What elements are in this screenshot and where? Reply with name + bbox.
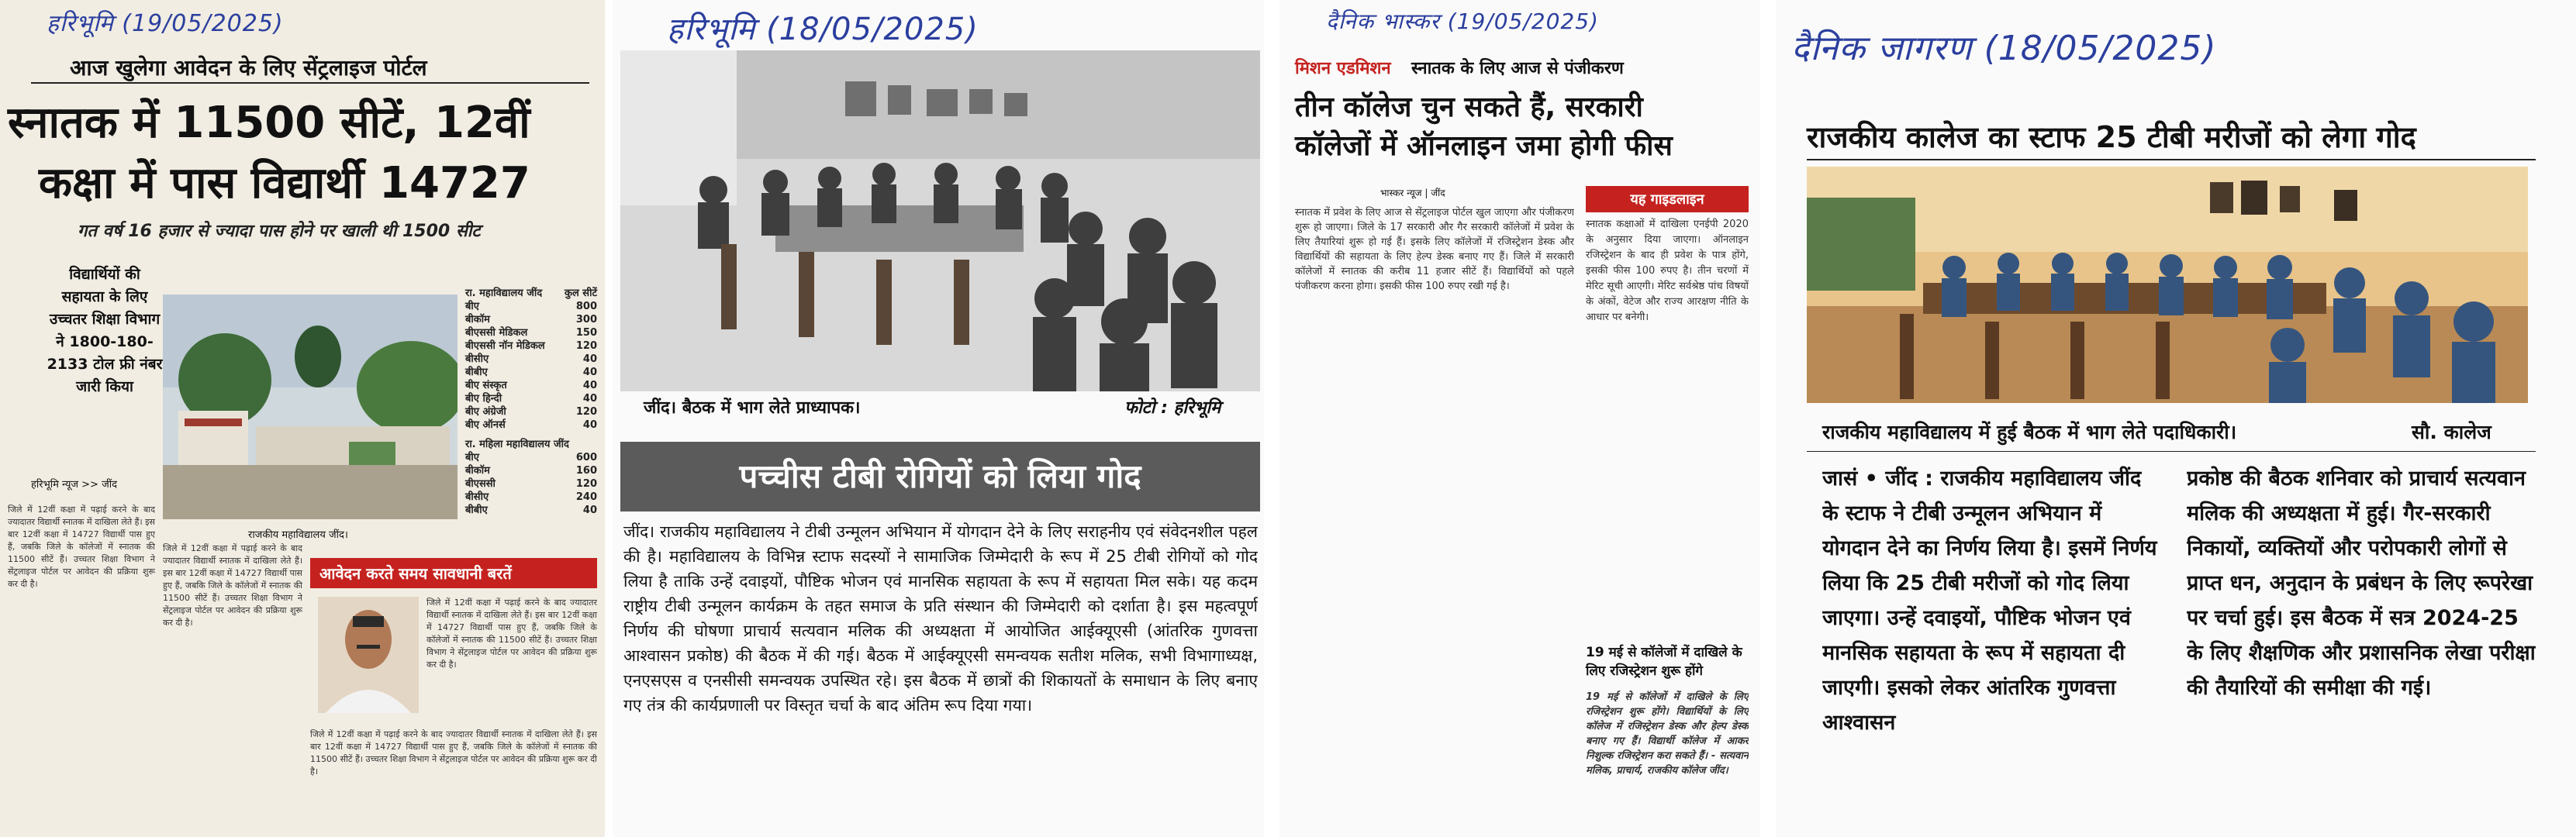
table-row: बीबीए 40 <box>465 367 597 378</box>
subhead: गत वर्ष 16 हजार से ज्यादा पास होने पर खाली थी 1500 सीट <box>78 222 481 241</box>
table-row: बीकॉम 160 <box>465 465 597 477</box>
article-body-mid: जिले में 12वीं कक्षा में पढ़ाई करने के बाद ज्यादातर विद्यार्थी स्नातक में दाखिला लेते हैं। इस बार 12वीं कक्षा में 14727 विद्यार्थी पास हुए हैं, जबकि जिले के कॉलेजों में स्नातक की 11500 सीटें हैं। उच्चतर शिक्षा विभाग ने सेंट्रलाइज पोर्टल पर आवेदन की प्रक्रिया शुरू कर दी है। <box>163 543 302 628</box>
divider <box>1807 451 2536 452</box>
table2-header: रा. महिला महाविद्यालय जींद <box>465 439 569 450</box>
headline-banner: पच्चीस टीबी रोगियों को लिया गोद <box>620 442 1260 512</box>
table-row: बीएससी 120 <box>465 478 597 490</box>
handwritten-source-tag: दैनिक जागरण (18/05/2025) <box>1791 29 2217 68</box>
photo-caption: राजकीय महाविद्यालय जींद। <box>248 529 348 541</box>
photo-credit: सौ. कालेज <box>2412 421 2491 443</box>
table-row: बीकॉम 300 <box>465 314 597 326</box>
handwritten-source-tag: दैनिक भास्कर (19/05/2025) <box>1326 9 1599 34</box>
table-row: बीबीए 40 <box>465 505 597 516</box>
headline-line-2: कक्षा में पास विद्यार्थी 14727 <box>39 158 530 208</box>
handwritten-source-tag: हरिभूमि (18/05/2025) <box>667 12 979 47</box>
headline-line-1: तीन कॉलेज चुन सकते हैं, सरकारी <box>1295 91 1643 123</box>
clipping-dainik-jagran-18-05 <box>1776 0 2576 837</box>
article-text-col1: राजकीय महाविद्यालय जींद के स्टाफ ने टीबी उन्मूलन अभियान में योगदान देने का निर्णय लिया है। इसमें निर्णय लिया कि 25 टीबी मरीजों को गोद लिया जाएगा। उन्हें दवाइयों, पौष्टिक भोजन एवं मानसिक सहायता के रूप में सहायता दी जाएगी। इसको लेकर आंतरिक गुणवत्ता आश्वासन <box>1822 467 2157 735</box>
caution-box-body: जिले में 12वीं कक्षा में पढ़ाई करने के बाद ज्यादातर विद्यार्थी स्नातक में दाखिला लेते हैं। इस बार 12वीं कक्षा में 14727 विद्यार्थी पास हुए हैं, जबकि जिले के कॉलेजों में स्नातक की 11500 सीटें हैं। उच्चतर शिक्षा विभाग ने सेंट्रलाइज पोर्टल पर आवेदन की प्रक्रिया शुरू कर दी है। <box>426 598 597 670</box>
divider <box>1807 159 2536 160</box>
table-row: बीएससी मेडिकल 150 <box>465 327 597 339</box>
headline-line-1: स्नातक में 11500 सीटें, 12वीं <box>8 98 530 148</box>
article-body-col1: स्नातक में प्रवेश के लिए आज से सेंट्रलाइज पोर्टल खुल जाएगा और पंजीकरण शुरू हो जाएगा। जिले के 17 सरकारी और गैर सरकारी कॉलेजों में प्रवेश के लिए तैयारियां शुरू हो गई हैं। इसके लिए कॉलेजों में रजिस्ट्रेशन डेस्क और विद्यार्थियों की सहायता के लिए हेल्प डेस्क बनाए गए हैं। जिले में सरकारी कॉलेजों में स्नातक की करीब 11 हजार सीटें हैं। विद्यार्थियों को पहले पंजीकरण करना होगा। इसकी फीस 100 रुपए रखी गई है। <box>1295 207 1574 292</box>
table-header: रा. महाविद्यालय जींद कुल सीटें <box>465 288 597 299</box>
principal-quote: 19 मई से कॉलेजों में दाखिले के लिए रजिस्ट्रेशन शुरू होंगे। विद्यार्थियों के लिए कॉलेज में रजिस्ट्रेशन डेस्क और हेल्प डेस्क बनाए गए हैं। विद्यार्थी कॉलेज में आकर निशुल्क रजिस्ट्रेशन करा सकते हैं। - सत्यवान मलिक, प्राचार्य, राजकीय कॉलेज जींद। <box>1586 691 1749 777</box>
table-row: बीसीए 40 <box>465 353 597 365</box>
clipping-haribhoomi-19-05 <box>0 0 605 837</box>
article-body: जींद। राजकीय महाविद्यालय ने टीबी उन्मूलन अभियान में योगदान देने के लिए सराहनीय एवं संवेदनशील पहल की है। महाविद्यालय के विभिन्न स्टाफ सदस्यों ने सामाजिक जिम्मेदारी के रूप में 25 टीबी रोगियों को गोद लिया है ताकि उन्हें दवाइयों, पौष्टिक भोजन एवं मानसिक सहायता के रूप में सहायता मिल सके। यह कदम राष्ट्रीय टीबी उन्मूलन कार्यक्रम के तहत समाज के प्रति संस्थान की जिम्मेदारी को दर्शाता है। इस महत्वपूर्ण निर्णय की घोषणा प्राचार्य सत्यवान मलिक की अध्यक्षता में आयोजित आईक्यूएसी (आंतरिक गुणवत्ता आश्वासन प्रकोष्ठ) की बैठक में की गई। बैठक में आईक्यूएसी समन्वयक सतीश मलिक, सभी विभागाध्यक्ष, एनएसएस व एनसीसी समन्वयक उपस्थित रहे। इस बैठक में छात्रों की शिकायतों के समाधान के लिए बनाए गए तंत्र की कार्यप्रणाली पर विस्तृत चर्चा के बाद अंतिम रूप दिया गया। <box>623 522 1258 715</box>
table-row: बीए संस्कृत 40 <box>465 380 597 391</box>
sidebar-helpline: विद्यार्थियों की सहायता के लिए उच्चतर शिक्षा विभाग ने 1800-180-2133 टोल फ्री नंबर जारी किया <box>47 266 163 395</box>
kicker: आज खुलेगा आवेदन के लिए सेंट्रलाइज पोर्टल <box>70 55 427 81</box>
article-body-right: जिले में 12वीं कक्षा में पढ़ाई करने के बाद ज्यादातर विद्यार्थी स्नातक में दाखिला लेते हैं। इस बार 12वीं कक्षा में 14727 विद्यार्थी पास हुए हैं, जबकि जिले के कॉलेजों में स्नातक की 11500 सीटें हैं। उच्चतर शिक्षा विभाग ने सेंट्रलाइज पोर्टल पर आवेदन की प्रक्रिया शुरू कर दी है। <box>310 729 597 777</box>
guideline-heading: यह गाइडलाइन <box>1586 186 1749 212</box>
guideline-body: स्नातक कक्षाओं में दाखिला एनईपी 2020 के अनुसार दिया जाएगा। ऑनलाइन रजिस्ट्रेशन के बाद ही प्रवेश के पात्र होंगे, इसकी फीस 100 रुपए है। तीन चरणों में मेरिट सूची आएगी। मेरिट सर्वश्रेष्ठ पांच विषयों के अंकों, वेटेज और राज्य आरक्षण नीति के आधार पर बनेगी। <box>1586 219 1749 323</box>
seats-table <box>465 287 597 517</box>
article-body-col2: प्रकोष्ठ की बैठक शनिवार को प्राचार्य सत्यवान मलिक की अध्यक्षता में हुई। गैर-सरकारी निकायों, व्यक्तियों और परोपकारी लोगों से प्राप्त धन, अनुदान के प्रबंधन के लिए रूपरेखा पर चर्चा हुई। इस बैठक में सत्र 2024-25 के लिए शैक्षणिक और प्रशासनिक लेखा परीक्षा की तैयारियों की समीक्षा की गई। <box>2187 467 2536 700</box>
college-photo <box>163 294 458 519</box>
registration-heading: 19 मई से कॉलेजों में दाखिले के लिए रजिस्ट्रेशन शुरू होंगे <box>1586 645 1742 679</box>
table-row: बीए अंग्रेजी 120 <box>465 406 597 418</box>
table-row: बीएससी नॉन मेडिकल 120 <box>465 340 597 352</box>
divider <box>31 82 589 84</box>
handwritten-source-tag: हरिभूमि (19/05/2025) <box>47 10 284 37</box>
headline-line-2: कॉलेजों में ऑनलाइन जमा होगी फीस <box>1295 130 1673 162</box>
article-body-left: जिले में 12वीं कक्षा में पढ़ाई करने के बाद ज्यादातर विद्यार्थी स्नातक में दाखिला लेते हैं। इस बार 12वीं कक्षा में 14727 विद्यार्थी पास हुए हैं, जबकि जिले के कॉलेजों में स्नातक की 11500 सीटें हैं। उच्चतर शिक्षा विभाग ने सेंट्रलाइज पोर्टल पर आवेदन की प्रक्रिया शुरू कर दी है। <box>8 505 155 589</box>
headline: राजकीय कालेज का स्टाफ 25 टीबी मरीजों को लेगा गोद <box>1807 120 2416 154</box>
meeting-photo <box>620 50 1260 391</box>
clipping-dainik-bhaskar-19-05 <box>1279 0 1760 837</box>
table-row: बीए हिन्दी 40 <box>465 393 597 405</box>
table-row: बीए 600 <box>465 452 597 463</box>
kicker-red: मिशन एडमिशन <box>1295 59 1391 78</box>
byline: भास्कर न्यूज | जींद <box>1380 188 1445 198</box>
kicker: स्नातक के लिए आज से पंजीकरण <box>1411 59 1624 78</box>
photo-caption: जींद। बैठक में भाग लेते प्राध्यापक। <box>644 398 861 418</box>
table-row: बीए 800 <box>465 301 597 312</box>
meeting-photo <box>1807 167 2528 403</box>
article-body-col1 <box>1822 461 2163 833</box>
caution-box-heading: आवेदन करते समय सावधानी बरतें <box>310 558 597 588</box>
photo-credit: फोटो : हरिभूमि <box>1124 398 1221 418</box>
byline: हरिभूमि न्यूज >> जींद <box>31 479 117 491</box>
photo-caption: राजकीय महाविद्यालय में हुई बैठक में भाग लेते पदाधिकारी। <box>1822 421 2237 443</box>
byline: जासं • जींद : <box>1822 467 1933 491</box>
clipping-haribhoomi-18-05 <box>613 0 1264 837</box>
table-row: बीए ऑनर्स 40 <box>465 419 597 431</box>
table-row: बीसीए 240 <box>465 491 597 503</box>
official-portrait <box>318 597 419 713</box>
